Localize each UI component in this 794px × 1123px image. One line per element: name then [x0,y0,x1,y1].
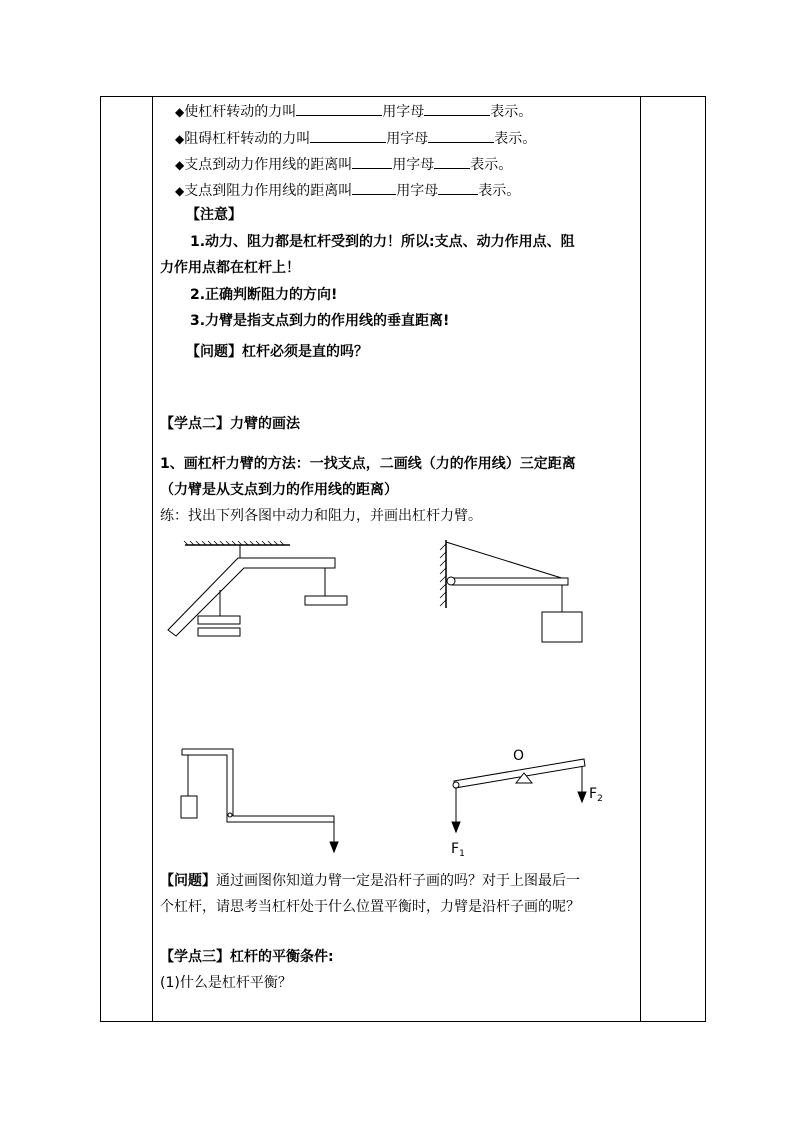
note-item-3: 3.力臂是指支点到力的作用线的垂直距离! [190,313,450,329]
question-2-line-2: 个杠杆，请思考当杠杆处于什么位置平衡时，力臂是沿杆子画的呢？ [160,899,580,915]
bullet-line-2: ◆阻碍杠杆转动的力叫 用字母 表示。 [175,128,536,148]
question-1: 【问题】杠杆必须是直的吗？ [186,344,368,360]
diamond-icon: ◆ [175,184,185,198]
figure-wall-lever [440,540,582,642]
force-f1-label: $F_1$ [451,841,465,859]
note-item-2: 2.正确判断阻力的方向! [190,287,338,303]
note-heading: 【注意】 [186,207,242,223]
force-f2-label: $F_2$ [589,786,603,804]
section-3-heading: 【学点三】杠杆的平衡条件: [160,949,334,965]
diamond-icon: ◆ [175,132,185,146]
diamond-icon: ◆ [175,105,185,119]
bullet-line-3: ◆支点到动力作用线的距离叫 用字母 表示。 [175,154,512,174]
diamond-icon: ◆ [175,158,185,172]
exercise-instruction: 练：找出下列各图中动力和阻力，并画出杠杆力臂。 [160,508,482,524]
method-line-1: 1、画杠杆力臂的方法：一找支点，二画线（力的作用线）三定距离 [160,456,576,472]
method-line-2: （力臂是从支点到力的作用线的距离） [160,482,398,498]
bullet-line-4: ◆支点到阻力作用线的距离叫 用字母 表示。 [175,180,520,200]
figure-bent-lever [168,541,347,636]
sub-question-1: (1)什么是杠杆平衡？ [160,975,292,991]
question-2-line-1: 【问题】通过画图你知道力臂一定是沿杆子画的吗？对于上图最后一 [160,873,580,889]
pivot-label: O [513,748,525,764]
section-2-heading: 【学点二】力臂的画法 [160,416,300,432]
bullet-line-1: ◆使杠杆转动的力叫 用字母 表示。 [175,101,532,121]
note-item-1a: 1.动力、阻力都是杠杆受到的力！所以:支点、动力作用点、阻 [190,234,575,250]
figure-crane-lever [181,749,338,852]
figure-tilted-lever [451,748,603,859]
note-item-1b: 力作用点都在杠杆上！ [160,260,300,276]
